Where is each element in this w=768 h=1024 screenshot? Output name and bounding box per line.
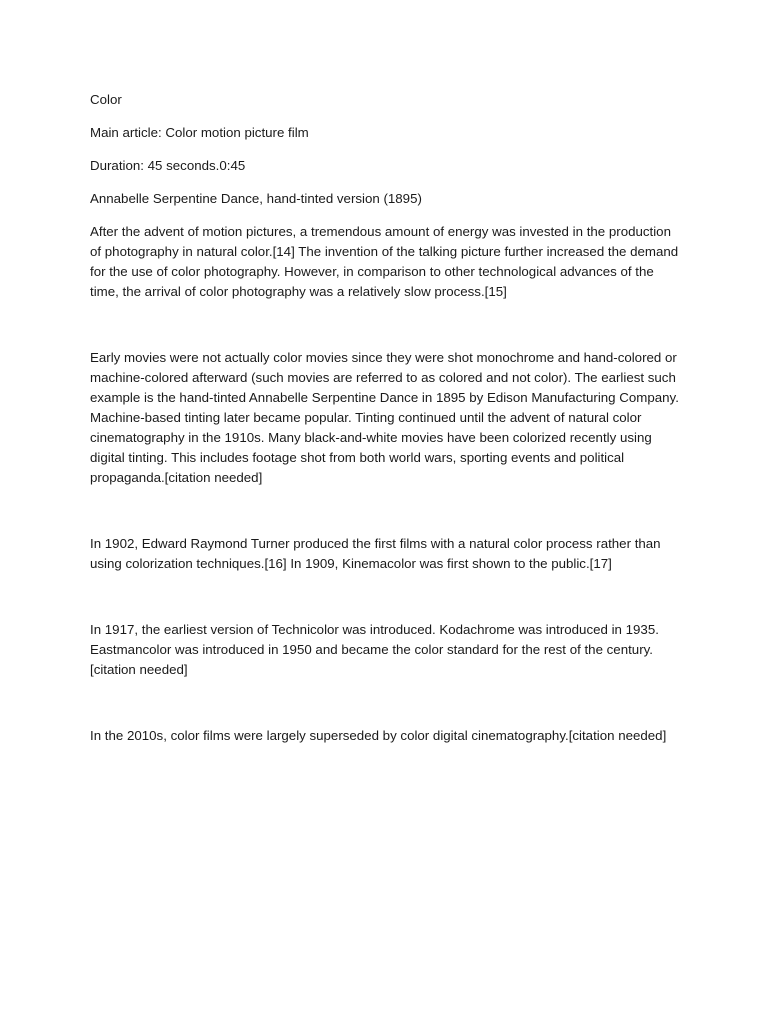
main-article-line: Main article: Color motion picture film: [90, 125, 309, 140]
paragraph-early-movies: Early movies were not actually color movies since they were shot monochrome and hand-colored or machine-colored afterward (such movies are referred to as colored and not color). The earliest such example is the hand-tinted Annabelle Serpentine Dance in 1895 by Edison Manufacturing Company. Machine-based tinting later became popular. Tinting continued until the advent of natural color cinematography in the 1910s. Many black-and-white movies have been colorized recently using digital tinting. This includes footage shot from both world wars, sporting events and political propaganda.[citation needed]: [90, 350, 679, 485]
paragraph-1917: In 1917, the earliest version of Technicolor was introduced. Kodachrome was introduced in 1935. Eastmancolor was introduced in 1950 and became the color standard for the rest of the century.[citation needed]: [90, 622, 659, 677]
section-heading: Color: [90, 92, 122, 107]
duration-line: Duration: 45 seconds.0:45: [90, 158, 246, 173]
paragraph-advent: After the advent of motion pictures, a tremendous amount of energy was invested in the production of photography in natural color.[14] The invention of the talking picture further increased the demand for the use of color photography. However, in comparison to other technological advances of the time, the arrival of color photography was a relatively slow process.[15]: [90, 224, 679, 299]
document-page: [90, 90, 680, 759]
caption-line: Annabelle Serpentine Dance, hand-tinted version (1895): [90, 191, 422, 206]
paragraph-1902: In 1902, Edward Raymond Turner produced the first films with a natural color process rather than using colorization techniques.[16] In 1909, Kinemacolor was first shown to the public.[17]: [90, 536, 661, 571]
paragraph-2010s: In the 2010s, color films were largely superseded by color digital cinematography.[citation needed]: [90, 728, 667, 743]
